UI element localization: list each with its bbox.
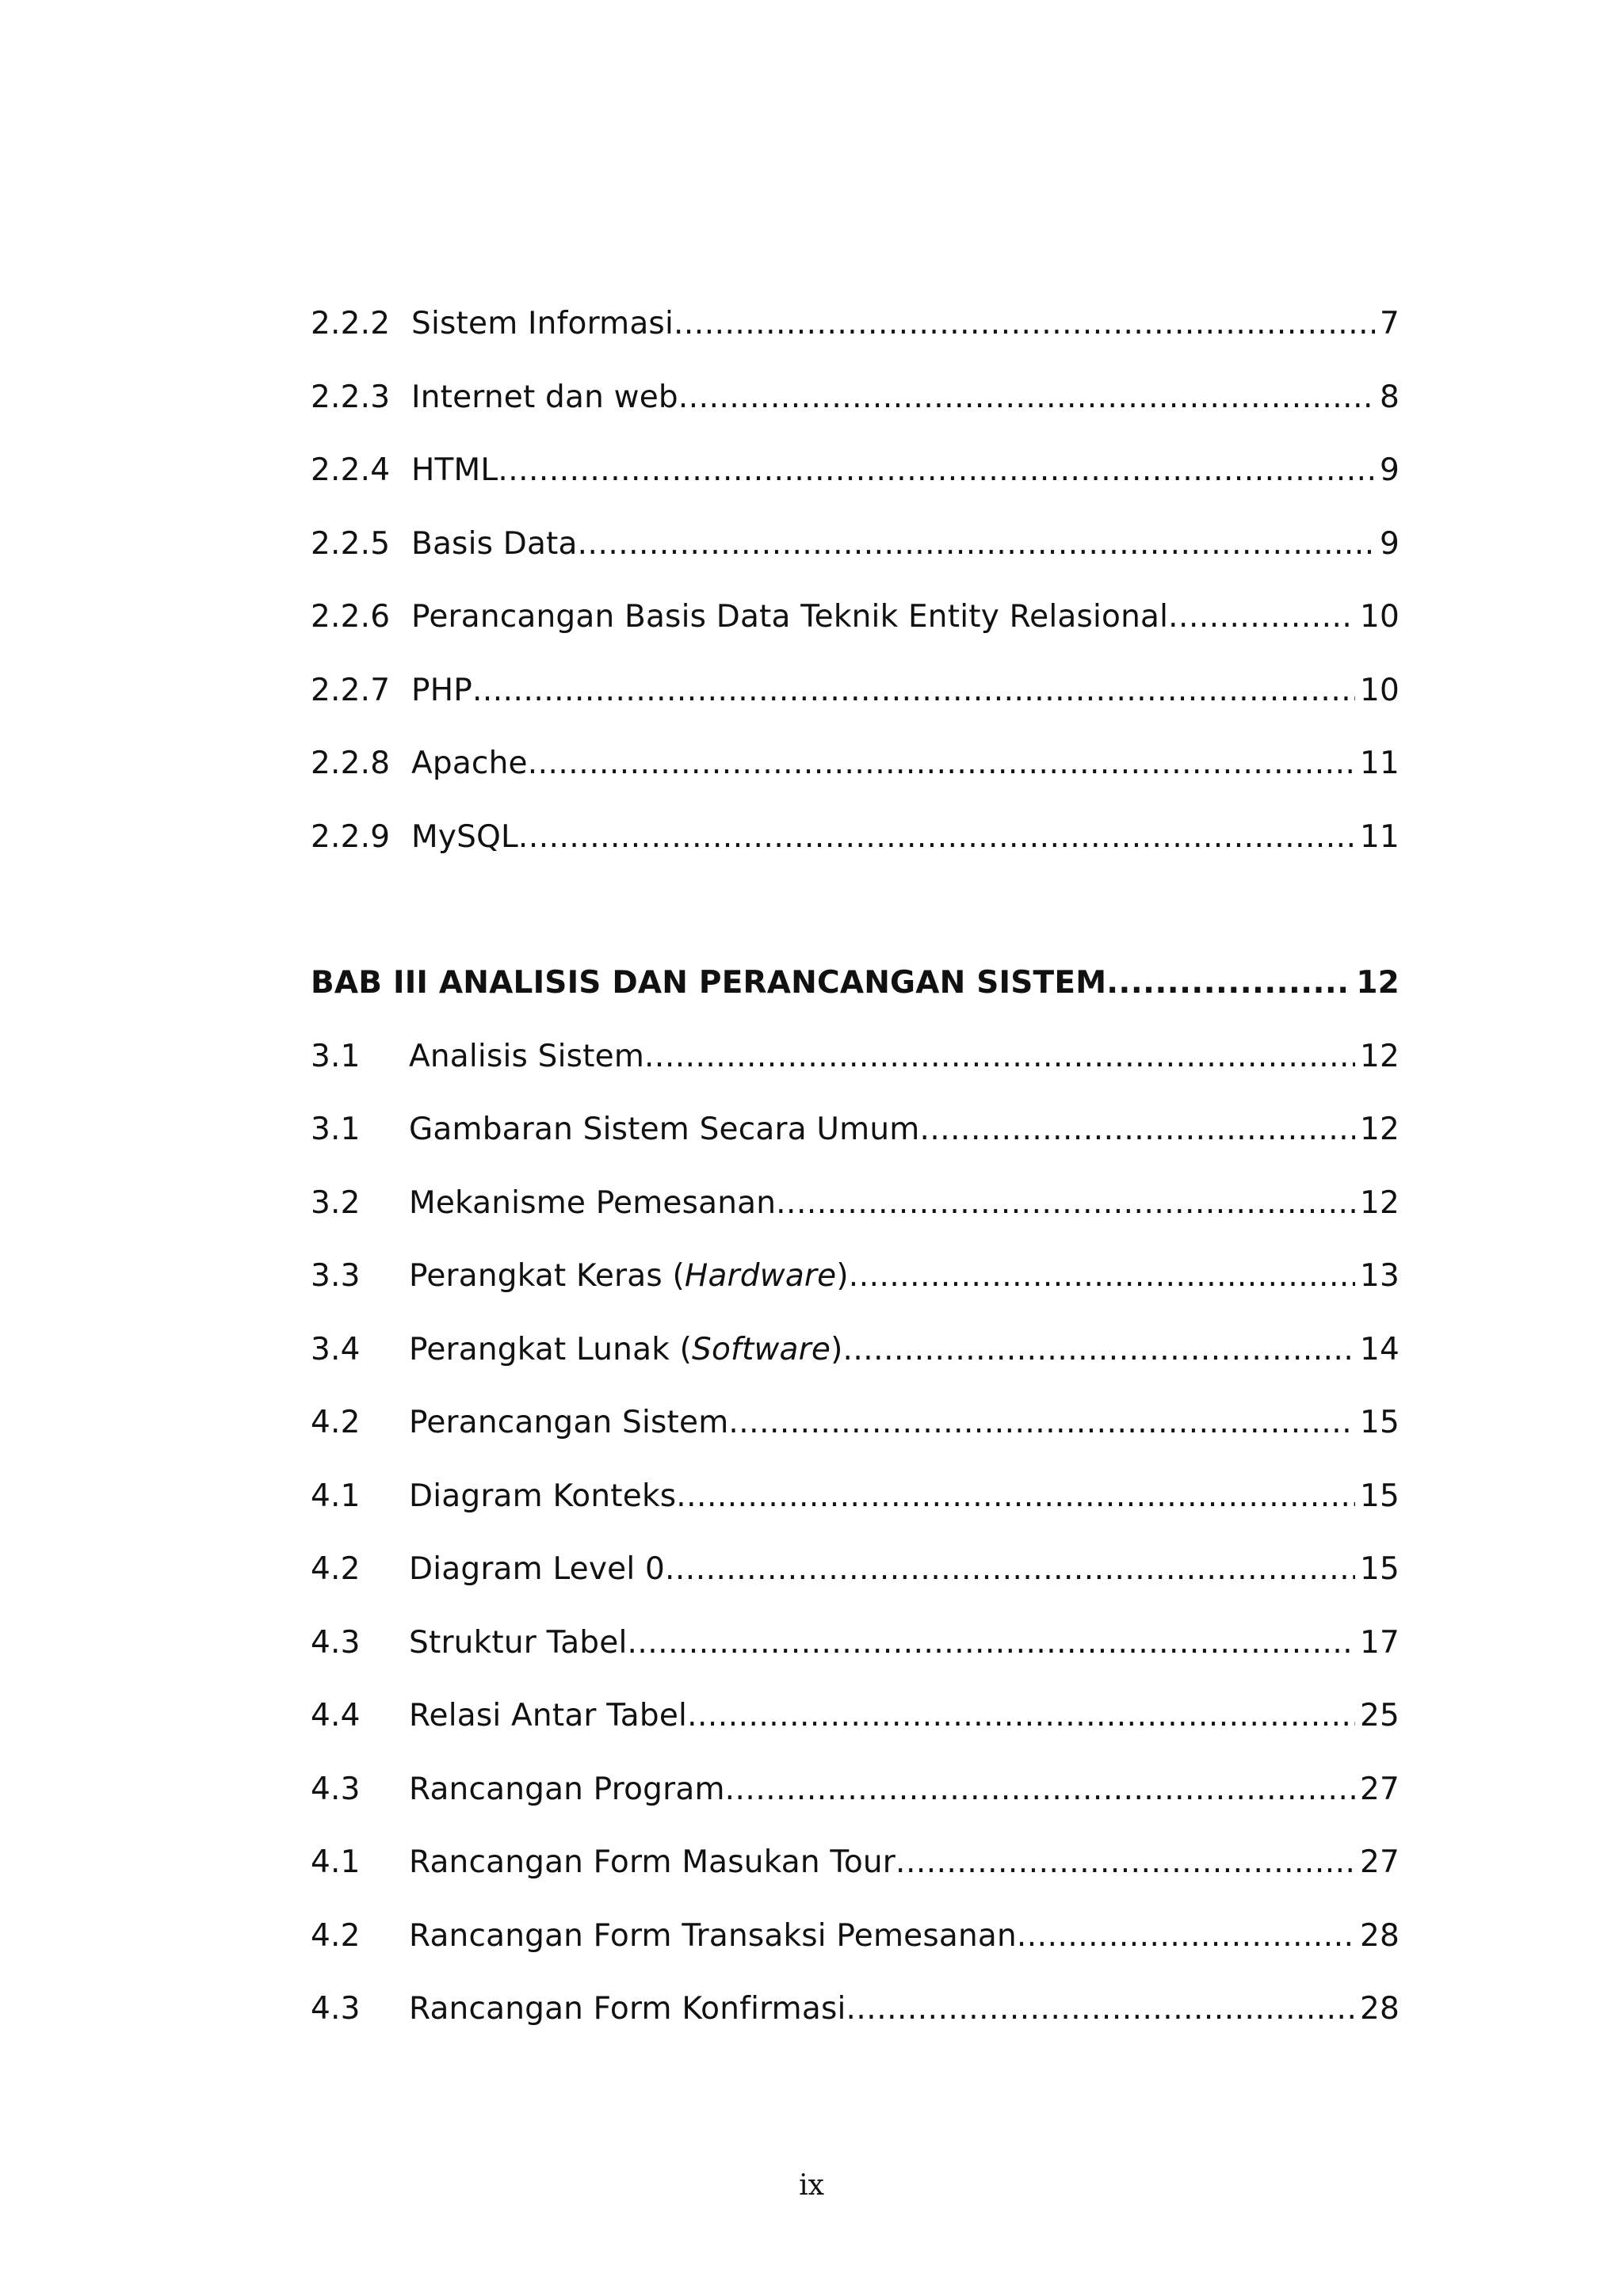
toc-entry-number: 4.4 (311, 1698, 361, 1733)
toc-entry-page: 12 (1359, 1184, 1400, 1221)
toc-entry-title: Rancangan Program (409, 1771, 725, 1807)
page-number-footer: ix (799, 2169, 824, 2202)
toc-entry-number: 4.1 (311, 1844, 361, 1880)
toc-entry-title: Apache (411, 746, 528, 781)
toc-entry-page: 28 (1359, 1991, 1400, 2027)
toc-entry (311, 1258, 1400, 1332)
toc-entry (311, 379, 1400, 453)
toc-entry (311, 1185, 1400, 1259)
title-emphasis: Software (692, 1331, 831, 1367)
dot-leader (676, 1478, 1355, 1514)
dot-leader (725, 1772, 1355, 1807)
toc-entry-page: 15 (1359, 1551, 1400, 1587)
toc-entry-page: 25 (1359, 1698, 1400, 1733)
toc-entry-page: 9 (1379, 525, 1400, 562)
toc-entry-number: 2.2.7 (311, 672, 391, 708)
toc-entry-number: 2.2.8 (311, 746, 391, 781)
toc-entry-number: 4.2 (311, 1405, 361, 1440)
toc-entry-page: 10 (1359, 599, 1400, 635)
toc-entry-page: 10 (1359, 672, 1400, 708)
toc-entry-title: Mekanisme Pemesanan (409, 1184, 777, 1221)
dot-leader (498, 452, 1375, 488)
toc-entry-page: 12 (1359, 1038, 1400, 1074)
toc-entry (311, 452, 1400, 526)
toc-entry-page: 27 (1359, 1844, 1400, 1880)
toc-entry-title: Struktur Tabel (409, 1624, 628, 1661)
dot-leader (678, 379, 1375, 415)
toc-entry-title: Basis Data (411, 525, 578, 562)
toc-entry-page: 7 (1379, 306, 1400, 341)
title-emphasis: Hardware (684, 1258, 837, 1294)
dot-leader (674, 306, 1375, 341)
toc-entry (311, 1478, 1400, 1552)
toc-entry-number: 4.3 (311, 1991, 361, 2027)
title-text: ) (836, 1258, 849, 1294)
toc-entry (311, 1844, 1400, 1918)
toc-entry-title: Rancangan Form Transaksi Pemesanan (409, 1917, 1017, 1954)
toc-entry-number: 3.1 (311, 1112, 361, 1147)
dot-leader (578, 526, 1375, 562)
toc-entry-page: 8 (1379, 379, 1400, 415)
toc-entry-number: 3.3 (311, 1258, 361, 1294)
dot-leader (896, 1844, 1355, 1880)
toc-entry-number: 2.2.9 (311, 818, 391, 855)
toc-entry-number: 2.2.2 (311, 306, 391, 341)
toc-entry (311, 819, 1400, 893)
toc-entry (311, 1772, 1400, 1845)
toc-entry-number: 4.3 (311, 1624, 361, 1661)
dot-leader (528, 746, 1355, 781)
chapter-title: BAB III ANALISIS DAN PERANCANGAN SISTEM (311, 965, 1107, 1001)
dot-leader (644, 1039, 1355, 1074)
toc-entry-title: Diagram Level 0 (409, 1551, 665, 1587)
toc-entry (311, 1625, 1400, 1699)
toc-entry (311, 1918, 1400, 1992)
toc-entry-title: Sistem Informasi (411, 306, 674, 341)
toc-entry-number: 4.2 (311, 1551, 361, 1587)
toc-entry-number: 2.2.3 (311, 379, 391, 415)
dot-leader (665, 1551, 1355, 1587)
toc-chapter-heading (311, 965, 1400, 1039)
toc-entry-page: 27 (1359, 1771, 1400, 1807)
toc-entry-page: 15 (1359, 1405, 1400, 1440)
toc-entry-title (409, 1258, 849, 1294)
chapter-page: 12 (1356, 965, 1400, 1001)
toc-entry-title: Relasi Antar Tabel (409, 1698, 688, 1733)
toc-entry-title: Diagram Konteks (409, 1478, 677, 1514)
toc-entry-page: 12 (1359, 1112, 1400, 1147)
dot-leader (687, 1698, 1355, 1733)
toc-entry (311, 1405, 1400, 1478)
dot-leader (1017, 1918, 1355, 1954)
toc-entry (311, 599, 1400, 673)
toc-entry (311, 1039, 1400, 1112)
toc-entry-page: 17 (1359, 1624, 1400, 1661)
toc-entry (311, 1332, 1400, 1405)
title-text: Perangkat Lunak ( (409, 1331, 692, 1367)
toc-entry (311, 1551, 1400, 1625)
toc-entry-title (409, 1332, 842, 1367)
toc-entry-number: 4.2 (311, 1917, 361, 1954)
dot-leader (1168, 599, 1355, 635)
title-text: Perangkat Keras ( (409, 1258, 685, 1294)
toc-entry-title: Gambaran Sistem Secara Umum (409, 1112, 920, 1147)
toc-entry-number: 2.2.5 (311, 525, 391, 562)
toc-entry-page: 15 (1359, 1478, 1400, 1514)
toc-entry-page: 28 (1359, 1917, 1400, 1954)
table-of-contents (311, 306, 1400, 2065)
toc-entry (311, 1112, 1400, 1185)
toc-entry-number: 3.4 (311, 1331, 361, 1367)
toc-entry (311, 526, 1400, 600)
chapter-spacer (311, 892, 1400, 965)
toc-entry-title: Internet dan web (411, 379, 678, 415)
dot-leader (1106, 965, 1348, 1001)
toc-entry (311, 1698, 1400, 1772)
toc-entry-page: 11 (1359, 746, 1400, 781)
toc-entry-number: 3.1 (311, 1038, 361, 1074)
toc-entry-title: Rancangan Form Konfirmasi (409, 1991, 846, 2027)
dot-leader (919, 1112, 1355, 1147)
dot-leader (728, 1405, 1355, 1440)
toc-entry-number: 4.1 (311, 1478, 361, 1514)
toc-entry-title: PHP (411, 672, 472, 708)
dot-leader (846, 1991, 1355, 2027)
toc-entry-title: Analisis Sistem (409, 1038, 645, 1074)
title-text: ) (831, 1331, 843, 1367)
toc-entry-title: HTML (411, 452, 498, 488)
toc-entry-number: 2.2.4 (311, 452, 391, 488)
toc-entry (311, 673, 1400, 746)
toc-entry (311, 306, 1400, 379)
dot-leader (842, 1332, 1354, 1367)
toc-entry-title: Perancangan Sistem (409, 1405, 729, 1440)
toc-entry-page: 13 (1359, 1258, 1400, 1294)
toc-entry-page: 11 (1359, 818, 1400, 855)
toc-entry (311, 1991, 1400, 2065)
toc-entry-title: MySQL (411, 818, 518, 855)
toc-entry-page: 14 (1359, 1331, 1400, 1367)
toc-entry-title: Perancangan Basis Data Teknik Entity Relasional (411, 599, 1169, 635)
dot-leader (849, 1258, 1355, 1294)
dot-leader (627, 1625, 1354, 1661)
toc-entry-number: 2.2.6 (311, 599, 391, 635)
toc-entry-title: Rancangan Form Masukan Tour (409, 1844, 896, 1880)
toc-entry-page: 9 (1379, 452, 1400, 488)
dot-leader (472, 673, 1355, 708)
toc-entry-number: 3.2 (311, 1184, 361, 1221)
dot-leader (518, 819, 1355, 855)
dot-leader (776, 1185, 1355, 1221)
toc-entry (311, 746, 1400, 819)
toc-entry-number: 4.3 (311, 1771, 361, 1807)
